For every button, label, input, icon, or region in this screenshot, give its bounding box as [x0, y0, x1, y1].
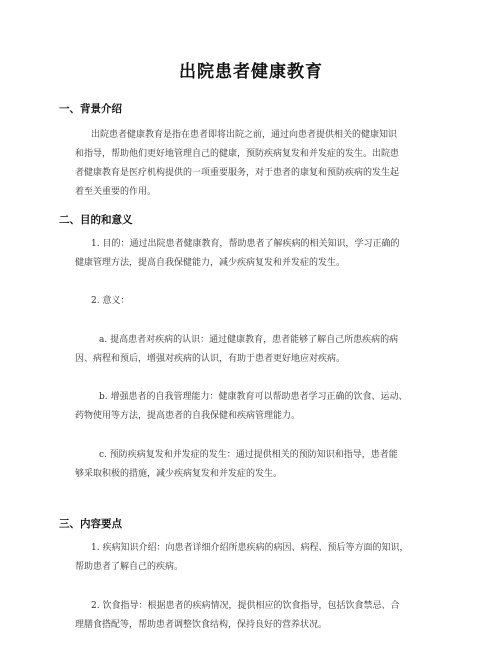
- text-line: 2. 意义：: [91, 296, 130, 306]
- paragraph-item-c: [59, 446, 447, 484]
- text-line: 理膳食搭配等，帮助患者调整饮食结构，保持良好的营养状况。: [75, 620, 328, 630]
- text-line: 帮助患者了解自己的疾病。: [75, 562, 184, 572]
- paragraph-disease-knowledge: [59, 539, 447, 577]
- text-line: c. 预防疾病复发和并发症的发生：通过提供相关的预防知识和指导，患者能: [99, 450, 398, 460]
- section-heading-purpose: 二、目的和意义: [59, 214, 133, 226]
- text-line: 健康管理方法，提高自我保健能力，减少疾病复发和并发症的发生。: [75, 258, 346, 268]
- paragraph-item-b: [59, 388, 447, 426]
- paragraph-significance: [59, 292, 447, 311]
- paragraph-purpose: [59, 235, 447, 273]
- paragraph-item-a: [59, 331, 447, 369]
- text-line: 出院患者健康教育是指在患者即将出院之前，通过向患者提供相关的健康知识: [91, 130, 398, 140]
- text-line: b. 增强患者的自我管理能力：健康教育可以帮助患者学习正确的饮食、运动、: [99, 392, 408, 402]
- text-line: 药物使用等方法，提高患者的自我保健和疾病管理能力。: [75, 411, 301, 421]
- text-line: 1. 目的：通过出院患者健康教育，帮助患者了解疾病的相关知识，学习正确的: [91, 239, 400, 249]
- text-line: 者健康教育是医疗机构提供的一项重要服务，对于患者的康复和预防疾病的发生起: [75, 168, 400, 178]
- text-line: 1. 疾病知识介绍：向患者详细介绍所患疾病的病因、病程、预后等方面的知识，: [91, 543, 409, 553]
- paragraph-background: [59, 126, 447, 202]
- text-line: 够采取积极的措施，减少疾病复发和并发症的发生。: [75, 469, 283, 479]
- document-title: 出院患者健康教育: [179, 62, 323, 82]
- section-heading-content: 三、内容要点: [59, 518, 122, 530]
- text-line: 因、病程和预后，增强对疾病的认识，有助于患者更好地应对疾病。: [75, 354, 346, 364]
- paragraph-diet-guidance: [59, 597, 447, 635]
- text-line: 着至关重要的作用。: [75, 187, 157, 197]
- text-line: 和指导，帮助他们更好地管理自己的健康，预防疾病复发和并发症的发生。出院患: [75, 149, 400, 159]
- text-line: 2. 饮食指导：根据患者的疾病情况，提供相应的饮食指导，包括饮食禁忌、合: [91, 601, 400, 611]
- section-heading-background: 一、背景介绍: [59, 103, 122, 115]
- text-line: a. 提高患者对疾病的认识：通过健康教育，患者能够了解自己所患疾病的病: [99, 335, 399, 345]
